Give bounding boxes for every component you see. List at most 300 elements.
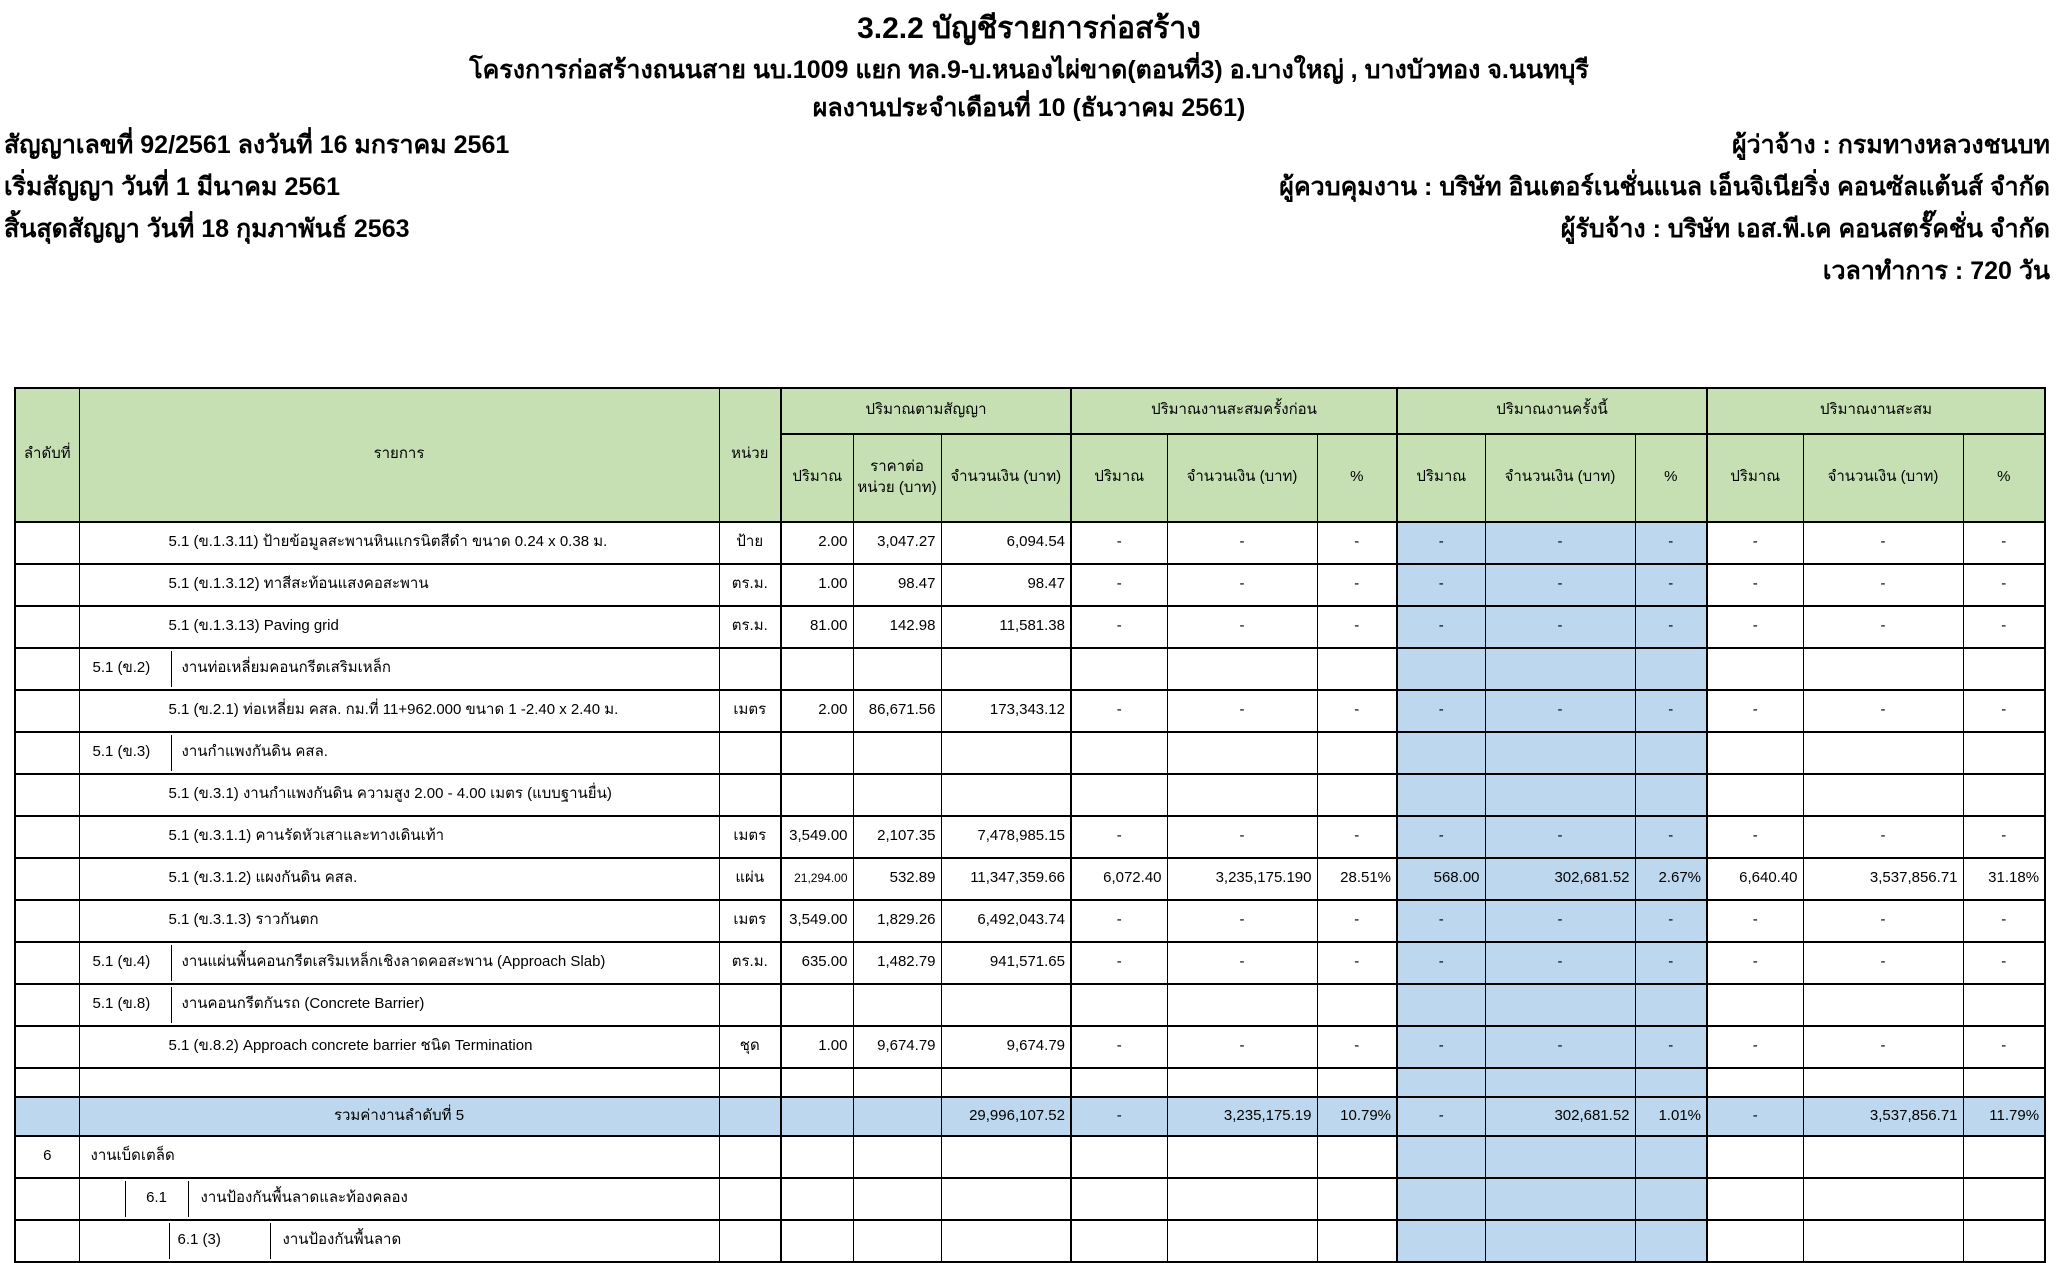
value-cell: 9,674.79 <box>853 1026 941 1068</box>
value-cell: - <box>1803 690 1963 732</box>
contract-number-line: สัญญาเลขที่ 92/2561 ลงวันที่ 16 มกราคม 2561 <box>4 130 510 159</box>
value-cell: 3,537,856.71 <box>1803 1097 1963 1136</box>
value-cell: - <box>1317 522 1397 564</box>
col-header-cumulative-qty: ปริมาณ <box>1707 434 1803 522</box>
col-header-unit: หน่วย <box>719 388 781 522</box>
value-cell: - <box>1635 606 1707 648</box>
row-no-cell <box>15 816 79 858</box>
group-header-current: ปริมาณงานครั้งนี้ <box>1397 388 1707 434</box>
item-content <box>85 651 714 687</box>
value-cell: - <box>1071 816 1167 858</box>
value-cell <box>1485 1068 1635 1097</box>
value-cell <box>1071 984 1167 1026</box>
value-cell: 31.18% <box>1963 858 2045 900</box>
item-label: งานแผ่นพื้นคอนกรีตเสริมเหล็กเชิงลาดคอสะพาน (Approach Slab) <box>181 953 606 971</box>
col-header-contract-qty: ปริมาณ <box>781 434 853 522</box>
value-cell: - <box>1397 606 1485 648</box>
unit-cell <box>719 648 781 690</box>
value-cell: - <box>1707 690 1803 732</box>
value-cell <box>1397 1178 1485 1220</box>
item-content <box>85 1223 798 1259</box>
value-cell: 7,478,985.15 <box>941 816 1071 858</box>
value-cell <box>1317 1178 1397 1220</box>
col-header-item: รายการ <box>79 388 719 522</box>
contract-end-line: สิ้นสุดสัญญา วันที่ 18 กุมภาพันธ์ 2563 <box>4 214 410 243</box>
value-cell <box>1485 984 1635 1026</box>
row-no-cell <box>15 564 79 606</box>
project-name: โครงการก่อสร้างถนนสาย นบ.1009 แยก ทล.9-บ.หนองไผ่ขาด(ตอนที่3) อ.บางใหญ่ , บางบัวทอง จ.นนทบุรี <box>469 56 1589 84</box>
value-cell <box>1803 1136 1963 1178</box>
value-cell <box>941 1136 1071 1178</box>
value-cell <box>1071 1178 1167 1220</box>
unit-cell <box>719 1068 781 1097</box>
value-cell <box>1071 732 1167 774</box>
info-row-1 <box>0 130 2058 175</box>
value-cell <box>1803 648 1963 690</box>
value-cell <box>781 774 853 816</box>
value-cell: - <box>1485 942 1635 984</box>
value-cell: - <box>1397 816 1485 858</box>
value-cell <box>1485 1220 1635 1262</box>
value-cell <box>781 984 853 1026</box>
value-cell: 81.00 <box>781 606 853 648</box>
value-cell <box>1635 648 1707 690</box>
value-cell: - <box>1803 1026 1963 1068</box>
value-cell: - <box>1635 564 1707 606</box>
value-cell: - <box>1485 522 1635 564</box>
value-cell: - <box>1635 1026 1707 1068</box>
row-no-cell <box>15 1097 79 1136</box>
item-code: 5.1 (ข.4) <box>85 945 172 981</box>
value-cell <box>1167 1178 1317 1220</box>
value-cell <box>1485 774 1635 816</box>
supervisor-line: ผู้ควบคุมงาน : บริษัท อินเตอร์เนชั่นแนล เอ็นจิเนียริ่ง คอนซัลแต้นส์ จำกัด <box>1279 172 2050 201</box>
value-cell <box>1803 1068 1963 1097</box>
value-cell: 6,492,043.74 <box>941 900 1071 942</box>
item-code: 6.1 <box>125 1181 189 1217</box>
item-label: งานท่อเหลี่ยมคอนกรีตเสริมเหล็ก <box>181 659 391 677</box>
item-label: 5.1 (ข.3.1) งานกำแพงกันดิน ความสูง 2.00 - 4.00 เมตร (แบบฐานยื่น) <box>168 785 612 803</box>
item-cell <box>79 732 719 774</box>
value-cell <box>1707 1178 1803 1220</box>
value-cell <box>853 648 941 690</box>
value-cell: - <box>1635 900 1707 942</box>
value-cell: 3,549.00 <box>781 816 853 858</box>
value-cell: 3,235,175.190 <box>1167 858 1317 900</box>
row-no-cell <box>15 858 79 900</box>
item-content <box>85 609 714 645</box>
item-code: 6.1 (3) <box>169 1223 271 1259</box>
unit-cell: ตร.ม. <box>719 564 781 606</box>
item-cell <box>79 1136 719 1178</box>
table-row <box>15 648 2045 690</box>
item-cell <box>79 774 719 816</box>
item-label: 5.1 (ข.3.1.2) แผงกันดิน คสล. <box>168 869 358 887</box>
table-row <box>15 732 2045 774</box>
value-cell: - <box>1803 900 1963 942</box>
value-cell: 1.00 <box>781 564 853 606</box>
value-cell <box>1071 1136 1167 1178</box>
value-cell: - <box>1397 564 1485 606</box>
value-cell: - <box>1167 606 1317 648</box>
value-cell: - <box>1317 816 1397 858</box>
value-cell: 941,571.65 <box>941 942 1071 984</box>
value-cell: - <box>1071 606 1167 648</box>
value-cell: 3,235,175.19 <box>1167 1097 1317 1136</box>
item-code: 5.1 (ข.2) <box>85 651 172 687</box>
value-cell <box>1167 648 1317 690</box>
value-cell: - <box>1317 1026 1397 1068</box>
value-cell: - <box>1803 522 1963 564</box>
value-cell: - <box>1963 522 2045 564</box>
unit-cell: เมตร <box>719 816 781 858</box>
value-cell: - <box>1167 1026 1317 1068</box>
value-cell <box>1485 648 1635 690</box>
value-cell: 98.47 <box>853 564 941 606</box>
table-row <box>15 564 2045 606</box>
item-cell <box>79 1068 719 1097</box>
value-cell: - <box>1071 1026 1167 1068</box>
table-row <box>15 1178 2045 1220</box>
item-label: 5.1 (ข.2.1) ท่อเหลี่ยม คสล. กม.ที่ 11+962.000 ขนาด 1 -2.40 x 2.40 ม. <box>168 701 619 719</box>
value-cell: 21,294.00 <box>781 858 853 900</box>
value-cell: - <box>1485 1026 1635 1068</box>
value-cell: 1.00 <box>781 1026 853 1068</box>
unit-cell: ป้าย <box>719 522 781 564</box>
value-cell: - <box>1963 606 2045 648</box>
row-no-cell: 6 <box>15 1136 79 1178</box>
value-cell <box>1167 732 1317 774</box>
value-cell: - <box>1485 816 1635 858</box>
value-cell: - <box>1635 690 1707 732</box>
value-cell <box>941 648 1071 690</box>
value-cell <box>1397 1220 1485 1262</box>
value-cell <box>1707 1068 1803 1097</box>
row-no-cell <box>15 774 79 816</box>
value-cell <box>781 648 853 690</box>
value-cell <box>1635 774 1707 816</box>
contract-info-block <box>0 130 2058 301</box>
item-label: 5.1 (ข.8.2) Approach concrete barrier ชนิด Termination <box>168 1037 533 1055</box>
value-cell: - <box>1485 564 1635 606</box>
employer-line: ผู้ว่าจ้าง : กรมทางหลวงชนบท <box>1731 130 2050 159</box>
item-label: งานป้องกันพื้นลาด <box>282 1231 402 1249</box>
value-cell <box>853 1097 941 1136</box>
item-content <box>85 777 714 813</box>
item-label: 5.1 (ข.1.3.11) ป้ายข้อมูลสะพานหินแกรนิตสีดำ ขนาด 0.24 x 0.38 ม. <box>168 533 608 551</box>
summary-row <box>15 1097 2045 1136</box>
value-cell <box>1963 774 2045 816</box>
value-cell: - <box>1317 690 1397 732</box>
value-cell: - <box>1635 522 1707 564</box>
value-cell <box>1803 774 1963 816</box>
value-cell: - <box>1167 522 1317 564</box>
value-cell <box>1635 1136 1707 1178</box>
value-cell <box>1317 984 1397 1026</box>
value-cell <box>1397 732 1485 774</box>
value-cell <box>1071 648 1167 690</box>
value-cell: - <box>1485 606 1635 648</box>
value-cell <box>941 984 1071 1026</box>
value-cell <box>1707 732 1803 774</box>
value-cell: 1,482.79 <box>853 942 941 984</box>
value-cell: - <box>1317 564 1397 606</box>
item-content <box>85 819 714 855</box>
value-cell: 532.89 <box>853 858 941 900</box>
duration-line: เวลาทำการ : 720 วัน <box>1822 256 2050 285</box>
item-cell <box>79 942 719 984</box>
value-cell <box>1803 732 1963 774</box>
value-cell: 173,343.12 <box>941 690 1071 732</box>
value-cell: - <box>1963 1026 2045 1068</box>
table-row <box>15 690 2045 732</box>
value-cell <box>1635 1068 1707 1097</box>
value-cell: 2,107.35 <box>853 816 941 858</box>
value-cell: - <box>1317 900 1397 942</box>
info-row-2 <box>0 172 2058 217</box>
value-cell <box>1635 732 1707 774</box>
value-cell <box>1317 1068 1397 1097</box>
value-cell <box>853 984 941 1026</box>
value-cell: - <box>1397 690 1485 732</box>
group-header-previous: ปริมาณงานสะสมครั้งก่อน <box>1071 388 1397 434</box>
col-header-previous-percent: % <box>1317 434 1397 522</box>
item-cell <box>79 984 719 1026</box>
unit-cell: ชุด <box>719 1026 781 1068</box>
value-cell: - <box>1635 816 1707 858</box>
value-cell: - <box>1963 942 2045 984</box>
value-cell: - <box>1071 690 1167 732</box>
value-cell: 1,829.26 <box>853 900 941 942</box>
value-cell: 635.00 <box>781 942 853 984</box>
value-cell: 98.47 <box>941 564 1071 606</box>
unit-cell <box>719 732 781 774</box>
value-cell: - <box>1803 606 1963 648</box>
value-cell <box>1317 774 1397 816</box>
value-cell: - <box>1707 522 1803 564</box>
item-cell <box>79 522 719 564</box>
value-cell <box>1317 1220 1397 1262</box>
value-cell: 302,681.52 <box>1485 858 1635 900</box>
value-cell <box>1707 1220 1803 1262</box>
value-cell <box>853 1178 941 1220</box>
page-title: 3.2.2 บัญชีรายการก่อสร้าง <box>857 12 1201 45</box>
value-cell <box>941 774 1071 816</box>
report-period: ผลงานประจำเดือนที่ 10 (ธันวาคม 2561) <box>812 94 1246 123</box>
row-no-cell <box>15 648 79 690</box>
table-row <box>15 984 2045 1026</box>
value-cell <box>1397 1136 1485 1178</box>
value-cell <box>1707 984 1803 1026</box>
value-cell <box>1317 648 1397 690</box>
value-cell <box>1071 1220 1167 1262</box>
item-code: 5.1 (ข.3) <box>85 735 172 771</box>
table-body <box>15 522 2045 1262</box>
item-label: งานกำแพงกันดิน คสล. <box>181 743 328 761</box>
value-cell: - <box>1071 942 1167 984</box>
value-cell <box>1803 1220 1963 1262</box>
value-cell <box>941 1178 1071 1220</box>
item-cell <box>79 690 719 732</box>
table-row <box>15 1136 2045 1178</box>
row-no-cell <box>15 522 79 564</box>
item-cell <box>79 900 719 942</box>
col-header-previous-amount: จำนวนเงิน (บาท) <box>1167 434 1317 522</box>
value-cell: 2.00 <box>781 690 853 732</box>
group-header-cumulative: ปริมาณงานสะสม <box>1707 388 2045 434</box>
value-cell <box>1707 774 1803 816</box>
value-cell <box>1167 1136 1317 1178</box>
item-content <box>85 987 714 1023</box>
value-cell <box>1397 1068 1485 1097</box>
value-cell <box>1167 1068 1317 1097</box>
value-cell: 142.98 <box>853 606 941 648</box>
construction-items-table <box>14 387 2046 1263</box>
value-cell: - <box>1485 690 1635 732</box>
value-cell <box>1963 1178 2045 1220</box>
value-cell <box>853 1220 941 1262</box>
value-cell <box>781 1220 853 1262</box>
value-cell: 3,537,856.71 <box>1803 858 1963 900</box>
value-cell: - <box>1803 564 1963 606</box>
value-cell: - <box>1167 900 1317 942</box>
value-cell: - <box>1167 942 1317 984</box>
row-no-cell <box>15 984 79 1026</box>
item-content <box>85 861 714 897</box>
value-cell <box>781 1136 853 1178</box>
value-cell: - <box>1963 816 2045 858</box>
value-cell: - <box>1071 1097 1167 1136</box>
value-cell <box>1635 1178 1707 1220</box>
header-group-row <box>15 388 2045 434</box>
unit-cell: เมตร <box>719 690 781 732</box>
value-cell <box>1485 1136 1635 1178</box>
value-cell <box>1317 732 1397 774</box>
value-cell <box>1071 774 1167 816</box>
value-cell: - <box>1707 900 1803 942</box>
value-cell <box>1963 648 2045 690</box>
value-cell: 29,996,107.52 <box>941 1097 1071 1136</box>
value-cell <box>1707 1136 1803 1178</box>
unit-cell <box>719 1136 781 1178</box>
value-cell: 9,674.79 <box>941 1026 1071 1068</box>
value-cell: - <box>1317 942 1397 984</box>
table-row <box>15 1068 2045 1097</box>
table-row <box>15 1220 2045 1262</box>
unit-cell <box>719 1178 781 1220</box>
value-cell <box>1485 1178 1635 1220</box>
item-label: 5.1 (ข.3.1.3) ราวกันตก <box>168 911 319 929</box>
info-row-3 <box>0 214 2058 259</box>
col-header-cumulative-amount: จำนวนเงิน (บาท) <box>1803 434 1963 522</box>
item-cell <box>79 1026 719 1068</box>
item-content <box>85 567 714 603</box>
col-header-no: ลำดับที่ <box>15 388 79 522</box>
value-cell: - <box>1071 522 1167 564</box>
item-cell <box>79 1178 719 1220</box>
value-cell: - <box>1707 1026 1803 1068</box>
value-cell: 2.67% <box>1635 858 1707 900</box>
value-cell <box>781 1097 853 1136</box>
item-label: งานป้องกันพื้นลาดและท้องคลอง <box>200 1189 408 1207</box>
value-cell: 1.01% <box>1635 1097 1707 1136</box>
value-cell <box>1397 648 1485 690</box>
item-content <box>85 693 714 729</box>
value-cell: - <box>1167 816 1317 858</box>
value-cell <box>1397 774 1485 816</box>
value-cell <box>941 732 1071 774</box>
table-row <box>15 858 2045 900</box>
value-cell <box>1803 984 1963 1026</box>
value-cell: 6,640.40 <box>1707 858 1803 900</box>
value-cell: 6,094.54 <box>941 522 1071 564</box>
value-cell <box>1963 1068 2045 1097</box>
value-cell: 86,671.56 <box>853 690 941 732</box>
col-header-contract-unitprice: ราคาต่อหน่วย (บาท) <box>853 434 941 522</box>
item-content <box>85 1181 754 1217</box>
item-label: งานเบ็ดเตล็ด <box>90 1147 175 1165</box>
value-cell <box>1167 774 1317 816</box>
col-header-contract-amount: จำนวนเงิน (บาท) <box>941 434 1071 522</box>
row-no-cell <box>15 606 79 648</box>
value-cell: - <box>1397 942 1485 984</box>
table-row <box>15 900 2045 942</box>
value-cell <box>1485 732 1635 774</box>
value-cell: 3,549.00 <box>781 900 853 942</box>
unit-cell: ตร.ม. <box>719 942 781 984</box>
value-cell <box>1963 1220 2045 1262</box>
table-row <box>15 606 2045 648</box>
value-cell: 10.79% <box>1317 1097 1397 1136</box>
value-cell <box>781 1178 853 1220</box>
row-no-cell <box>15 1178 79 1220</box>
value-cell <box>1803 1178 1963 1220</box>
item-content <box>85 945 714 981</box>
value-cell: - <box>1963 690 2045 732</box>
value-cell <box>853 732 941 774</box>
row-no-cell <box>15 732 79 774</box>
table-row <box>15 816 2045 858</box>
value-cell: - <box>1397 522 1485 564</box>
item-label: งานคอนกรีตกันรถ (Concrete Barrier) <box>181 995 425 1013</box>
group-header-contract: ปริมาณตามสัญญา <box>781 388 1071 434</box>
value-cell: 302,681.52 <box>1485 1097 1635 1136</box>
unit-cell <box>719 774 781 816</box>
value-cell <box>781 1068 853 1097</box>
item-cell <box>79 858 719 900</box>
value-cell: 6,072.40 <box>1071 858 1167 900</box>
table-row <box>15 942 2045 984</box>
unit-cell <box>719 1097 781 1136</box>
value-cell <box>1635 1220 1707 1262</box>
col-header-previous-qty: ปริมาณ <box>1071 434 1167 522</box>
value-cell <box>1963 1136 2045 1178</box>
value-cell: - <box>1963 900 2045 942</box>
item-content <box>85 1029 714 1065</box>
item-label: 5.1 (ข.1.3.13) Paving grid <box>168 617 339 635</box>
value-cell <box>1167 1220 1317 1262</box>
info-row-4 <box>0 256 2058 301</box>
value-cell: 11,347,359.66 <box>941 858 1071 900</box>
item-cell <box>79 606 719 648</box>
value-cell: - <box>1167 564 1317 606</box>
unit-cell <box>719 1220 781 1262</box>
value-cell <box>1167 984 1317 1026</box>
value-cell <box>781 732 853 774</box>
value-cell: - <box>1071 564 1167 606</box>
value-cell: - <box>1963 564 2045 606</box>
row-no-cell <box>15 690 79 732</box>
